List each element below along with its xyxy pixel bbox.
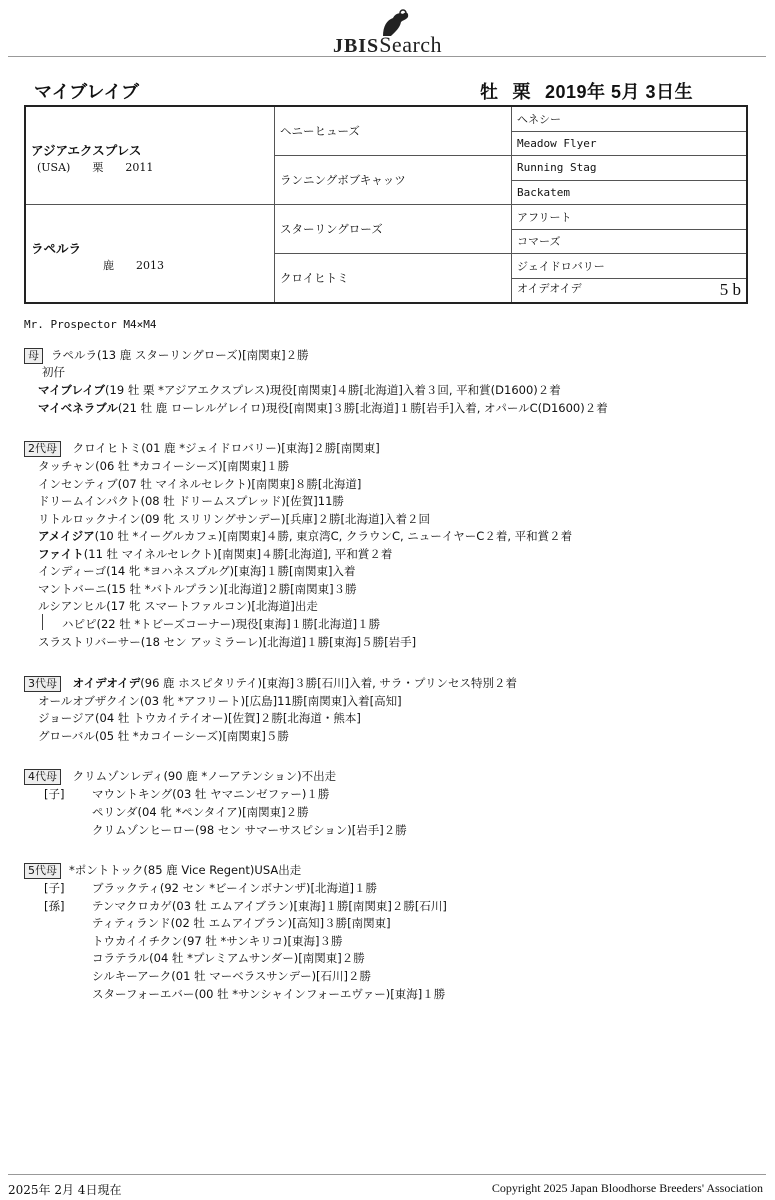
- gen3-heading: [24, 675, 517, 692]
- horse-sex: 牡: [480, 82, 499, 103]
- child-label: [子]: [44, 787, 65, 801]
- gen5-record[interactable]: *ポントトック(85 鹿 Vice Regent)USA出走: [69, 863, 302, 877]
- gen3-name[interactable]: オイデオイデ: [72, 676, 141, 690]
- pedigree-g3-4[interactable]: Backatem: [512, 180, 748, 205]
- list-item[interactable]: ハピピ(22 牡 *トビーズコーナー)現役[東海]１勝[北海道]１勝: [62, 617, 381, 631]
- pedigree-g3-8-name: オイデオイデ: [517, 282, 582, 296]
- pedigree-g3-5[interactable]: アフリート: [512, 205, 748, 230]
- pedigree-g3-7[interactable]: ジェイドロバリー: [512, 254, 748, 279]
- grandchild-label: [孫]: [44, 899, 65, 913]
- first-foal-note: 初仔: [42, 365, 65, 379]
- list-item[interactable]: ルシアンヒル(17 牝 スマートファルコン)[北海道]出走: [38, 599, 318, 613]
- horse-birthdate: 2019年 5月 3日生: [545, 82, 694, 102]
- list-item[interactable]: グローバル(05 牡 *カコイーシーズ)[南関東]５勝: [38, 729, 289, 743]
- section-tag: 母: [24, 348, 43, 364]
- list-item[interactable]: マイブレイブ(19 牡 栗 *アジアエクスプレス)現役[南関東]４勝[北海道]入着３回, 平和賞(D1600)２着: [38, 383, 561, 397]
- gen5-heading: [24, 862, 301, 879]
- child-label: [子]: [44, 881, 65, 895]
- list-item[interactable]: テンマクロカゲ(03 牡 エムアイブラン)[東海]１勝[南関東]２勝[石川]: [92, 899, 447, 913]
- list-item[interactable]: マウントキング(03 牡 ヤマニンゼファー)１勝: [92, 787, 330, 801]
- dam-meta: 鹿 2013: [103, 258, 164, 272]
- section-tag: 3代母: [24, 676, 61, 692]
- dam-record[interactable]: ラペルラ(13 鹿 スターリングローズ)[南関東]２勝: [51, 348, 309, 362]
- list-item[interactable]: インディーゴ(14 牝 *ヨハネスブルグ)[東海]１勝[南関東]入着: [38, 564, 356, 578]
- dam-name: ラペルラ: [31, 240, 82, 256]
- gen2-heading: [24, 440, 380, 457]
- list-item[interactable]: トウカイイチクン(97 牡 *サンキリコ)[東海]３勝: [92, 934, 343, 948]
- footer-divider: [8, 1174, 766, 1175]
- list-item[interactable]: ジョージア(04 牡 トウカイテイオー)[佐賀]２勝[北海道・熊本]: [38, 711, 361, 725]
- pedigree-dam[interactable]: [25, 205, 275, 304]
- list-item[interactable]: マイベネラブル(21 牡 鹿 ローレルゲレイロ)現役[南関東]３勝[北海道]１勝[岩手]入着, オパールC(D1600)２着: [38, 401, 608, 415]
- horse-icon: [373, 8, 413, 38]
- gen4-heading: [24, 768, 336, 785]
- list-item[interactable]: タッチャン(06 牡 *カコイーシーズ)[南関東]１勝: [38, 459, 290, 473]
- pedigree-g3-2[interactable]: Meadow Flyer: [512, 131, 748, 156]
- pedigree-table: [24, 105, 748, 304]
- section-tag: 5代母: [24, 863, 61, 879]
- pedigree-g3-3[interactable]: Running Stag: [512, 156, 748, 181]
- list-item[interactable]: クリムゾンヒーロー(98 セン サマーサスピション)[岩手]２勝: [92, 823, 407, 837]
- pedigree-g3-8[interactable]: [512, 278, 748, 303]
- as-of-date: 2025年 2月 4日現在: [8, 1183, 122, 1197]
- pedigree-sire[interactable]: [25, 106, 275, 205]
- list-item[interactable]: ティティランド(02 牡 エムアイブラン)[高知]３勝[南関東]: [92, 916, 391, 930]
- section-tag: 2代母: [24, 441, 61, 457]
- pedigree-dam-dam[interactable]: クロイヒトミ: [275, 254, 512, 304]
- list-item[interactable]: ドリームインパクト(08 牡 ドリームスプレッド)[佐賀]11勝: [38, 494, 344, 508]
- list-item[interactable]: インセンティブ(07 牡 マイネルセレクト)[南関東]８勝[北海道]: [38, 477, 362, 491]
- logo-text: JBISSearch: [332, 32, 443, 57]
- list-item[interactable]: スラストリバーサー(18 セン アッミラーレ)[北海道]１勝[東海]５勝[岩手]: [38, 635, 417, 649]
- copyright: Copyright 2025 Japan Bloodhorse Breeders' Association: [491, 1181, 763, 1195]
- list-item[interactable]: リトルロックナイン(09 牝 スリリングサンデー)[兵庫]２勝[北海道]入着２回: [38, 512, 431, 526]
- sire-name: アジアエクスプレス: [31, 142, 142, 158]
- list-item[interactable]: ペリンダ(04 牝 *ペンタイア)[南関東]２勝: [92, 805, 309, 819]
- pedigree-g3-1[interactable]: ヘネシー: [512, 106, 748, 131]
- horse-title: [34, 78, 739, 102]
- list-item[interactable]: オールオブザクイン(03 牝 *アフリート)[広島]11勝[南関東]入着[高知]: [38, 694, 402, 708]
- horse-color: 栗: [512, 82, 531, 103]
- family-number: 5 b: [719, 280, 741, 300]
- section-tag: 4代母: [24, 769, 61, 785]
- pedigree-dam-sire[interactable]: スターリングローズ: [275, 205, 512, 254]
- gen2-record[interactable]: クロイヒトミ(01 鹿 *ジェイドロバリー)[東海]２勝[南関東]: [72, 441, 380, 455]
- inbreeding-note: Mr. Prospector M4×M4: [24, 318, 157, 331]
- list-item[interactable]: マントバーニ(15 牡 *バトルプラン)[北海道]２勝[南関東]３勝: [38, 582, 357, 596]
- list-item[interactable]: スターフォーエバー(00 牡 *サンシャインフォーエヴァー)[東海]１勝: [92, 987, 446, 1001]
- list-item[interactable]: コラテラル(04 牡 *プレミアムサンダー)[南関東]２勝: [92, 951, 365, 965]
- list-item[interactable]: ブラックティ(92 セン *ビーインボナンザ)[北海道]１勝: [92, 881, 377, 895]
- site-header: [0, 4, 775, 56]
- descendant-connector: [42, 614, 43, 630]
- list-item[interactable]: ファイト(11 牡 マイネルセレクト)[南関東]４勝[北海道], 平和賞２着: [38, 547, 393, 561]
- gen4-record[interactable]: クリムゾンレディ(90 鹿 *ノーアテンション)不出走: [72, 769, 337, 783]
- pedigree-sire-dam[interactable]: ランニングボブキャッツ: [275, 156, 512, 205]
- pedigree-sire-sire[interactable]: ヘニーヒューズ: [275, 106, 512, 156]
- horse-attributes: [480, 78, 693, 104]
- list-item[interactable]: シルキーアーク(01 牡 マーベラスサンデー)[石川]２勝: [92, 969, 372, 983]
- sire-meta: (USA) 栗 2011: [37, 160, 154, 174]
- header-divider: [8, 56, 766, 57]
- list-item[interactable]: アメイジア(10 牡 *イーグルカフェ)[南関東]４勝, 東京湾C, クラウンC, ニューイヤーC２着, 平和賞２着: [38, 529, 573, 543]
- dam-heading: [24, 347, 309, 364]
- gen3-record: (96 鹿 ホスピタリテイ)[東海]３勝[石川]入着, サラ・プリンセス特別２着: [140, 676, 517, 690]
- jbis-logo[interactable]: [333, 8, 442, 58]
- pedigree-g3-6[interactable]: コマーズ: [512, 229, 748, 254]
- horse-name: マイブレイブ: [34, 82, 139, 103]
